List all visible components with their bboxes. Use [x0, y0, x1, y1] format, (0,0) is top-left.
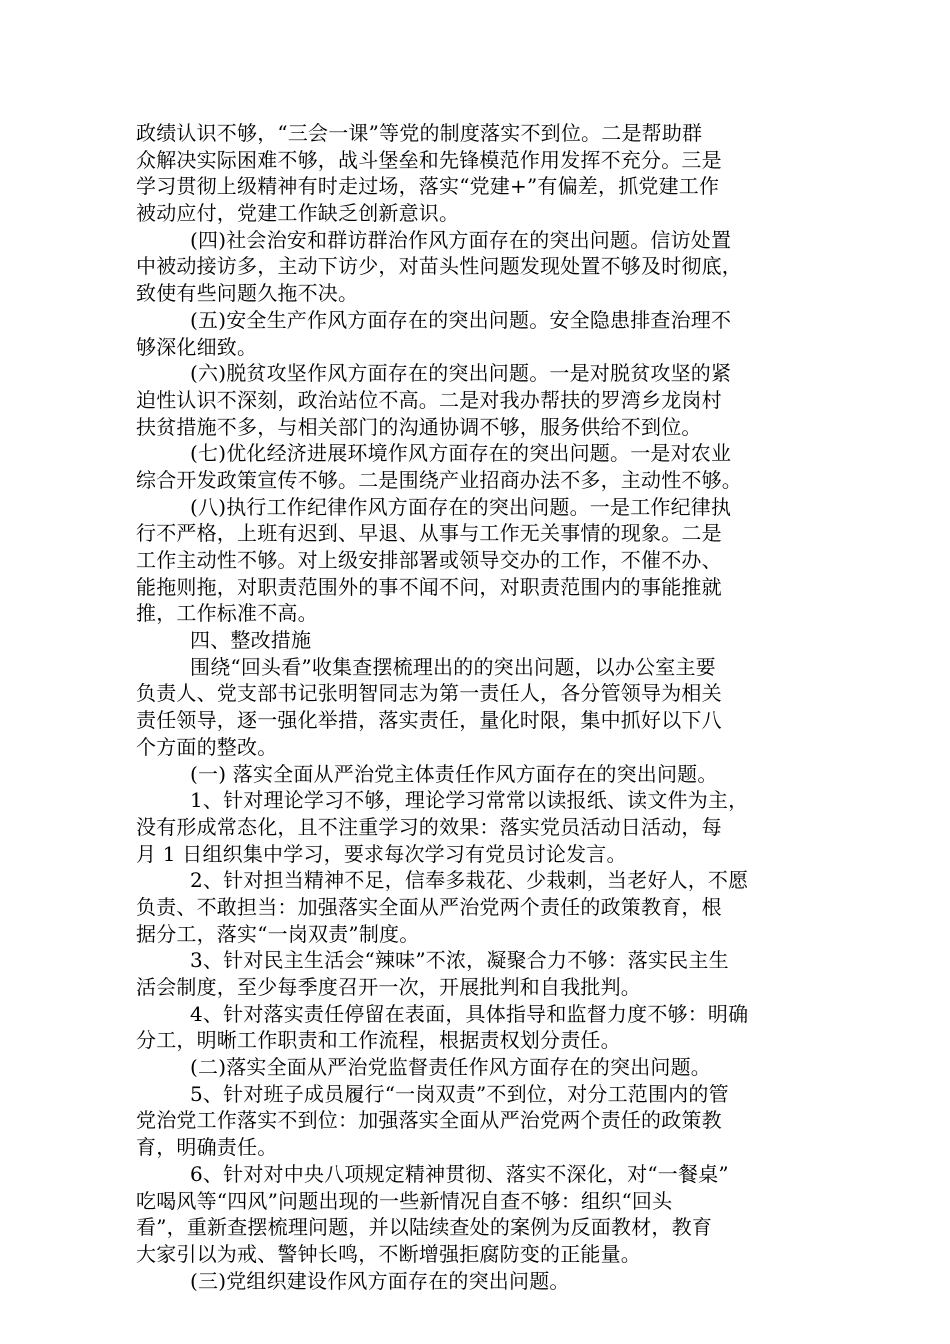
- text-line: 4、针对落实责任停留在表面，具体指导和监督力度不够：明确: [190, 1001, 749, 1026]
- text-line: 5、针对班子成员履行“一岗双责”不到位，对分工范围内的管: [190, 1081, 729, 1106]
- text-line: 党治党工作落实不到位：加强落实全面从严治党两个责任的政策教: [136, 1108, 722, 1133]
- text-line: 责任领导，逐一强化举措，落实责任，量化时限，集中抓好以下八: [136, 708, 722, 733]
- text-line: 学习贯彻上级精神有时走过场，落实“党建+”有偏差，抓党建工作: [136, 174, 720, 199]
- text-line: 能拖则拖，对职责范围外的事不闻不问，对职责范围内的事能推就: [136, 574, 722, 599]
- text-line: 活会制度，至少每季度召开一次，开展批判和自我批判。: [136, 975, 641, 999]
- text-line: (三)党组织建设作风方面存在的突出问题。: [190, 1268, 570, 1293]
- text-line: 被动应付，党建工作缺乏创新意识。: [136, 201, 460, 226]
- text-line: (二)落实全面从严治党监督责任作风方面存在的突出问题。: [190, 1055, 712, 1080]
- text-line: 四、整改措施: [190, 628, 312, 653]
- text-line: 扶贫措施不多，与相关部门的沟通协调不够，服务供给不到位。: [136, 414, 702, 439]
- text-line: 没有形成常态化，且不注重学习的效果：落实党员活动日活动，每: [136, 814, 722, 839]
- text-line: 大家引以为戒、警钟长鸣，不断增强拒腐防变的正能量。: [136, 1241, 641, 1266]
- text-line: (七)优化经济进展环境作风方面存在的突出问题。一是对农业: [190, 441, 732, 466]
- text-line: 2、针对担当精神不足，信奉多栽花、少栽刺，当老好人，不愿: [190, 868, 749, 893]
- text-line: 推，工作标准不高。: [136, 601, 318, 626]
- text-line: 1、针对理论学习不够，理论学习常常以读报纸、读文件为主，: [190, 788, 749, 813]
- text-line: 致使有些问题久拖不决。: [136, 281, 359, 306]
- text-line: 育，明确责任。: [136, 1135, 278, 1160]
- text-line: 负责、不敢担当：加强落实全面从严治党两个责任的政策教育，根: [136, 894, 722, 919]
- text-line: 工作主动性不够。对上级安排部署或领导交办的工作，不催不办、: [136, 548, 722, 572]
- text-line: 月 1 日组织集中学习，要求每次学习有党员讨论发言。: [136, 841, 627, 866]
- text-line: 迫性认识不深刻，政治站位不高。二是对我办帮扶的罗湾乡龙岗村: [136, 387, 722, 412]
- text-line: (六)脱贫攻坚作风方面存在的突出问题。一是对脱贫攻坚的紧: [190, 361, 732, 386]
- text-line: 6、针对对中央八项规定精神贯彻、落实不深化，对“一餐桌”: [190, 1161, 729, 1186]
- text-line: 围绕“回头看”收集查摆梳理出的的突出问题，以办公室主要: [190, 654, 716, 679]
- text-line: (五)安全生产作风方面存在的突出问题。安全隐患排查治理不: [190, 307, 732, 332]
- text-line: 够深化细致。: [136, 334, 258, 359]
- text-line: 中被动接访多，主动下访少，对苗头性问题发现处置不够及时彻底，: [136, 254, 742, 279]
- text-line: 综合开发政策宣传不够。二是围绕产业招商办法不多，主动性不够。: [136, 467, 742, 492]
- text-line: (八)执行工作纪律作风方面存在的突出问题。一是工作纪律执: [190, 494, 732, 519]
- document-page: [136, 120, 816, 1294]
- text-line: 负责人、党支部书记张明智同志为第一责任人，各分管领导为相关: [136, 681, 722, 706]
- text-line: 吃喝风等“四风”问题出现的一些新情况自查不够：组织“回头: [136, 1188, 673, 1213]
- text-line: (四)社会治安和群访群治作风方面存在的突出问题。信访处置: [190, 227, 732, 252]
- text-line: 看”，重新查摆梳理问题，并以陆续查处的案例为反面教材，教育: [136, 1215, 713, 1240]
- text-line: 众解决实际困难不够，战斗堡垒和先锋模范作用发挥不充分。三是: [136, 147, 722, 172]
- text-line: 据分工，落实“一岗双责”制度。: [136, 921, 420, 946]
- text-line: 行不严格，上班有迟到、早退、从事与工作无关事情的现象。二是: [136, 521, 722, 546]
- text-line: (一) 落实全面从严治党主体责任作风方面存在的突出问题。: [190, 761, 718, 786]
- text-line: 3、针对民主生活会“辣味”不浓，凝聚合力不够：落实民主生: [190, 948, 729, 973]
- text-line: 政绩认识不够，“三会一课”等党的制度落实不到位。二是帮助群: [136, 121, 703, 145]
- text-line: 分工，明晰工作职责和工作流程，根据责权划分责任。: [136, 1028, 621, 1053]
- text-line: 个方面的整改。: [136, 734, 278, 759]
